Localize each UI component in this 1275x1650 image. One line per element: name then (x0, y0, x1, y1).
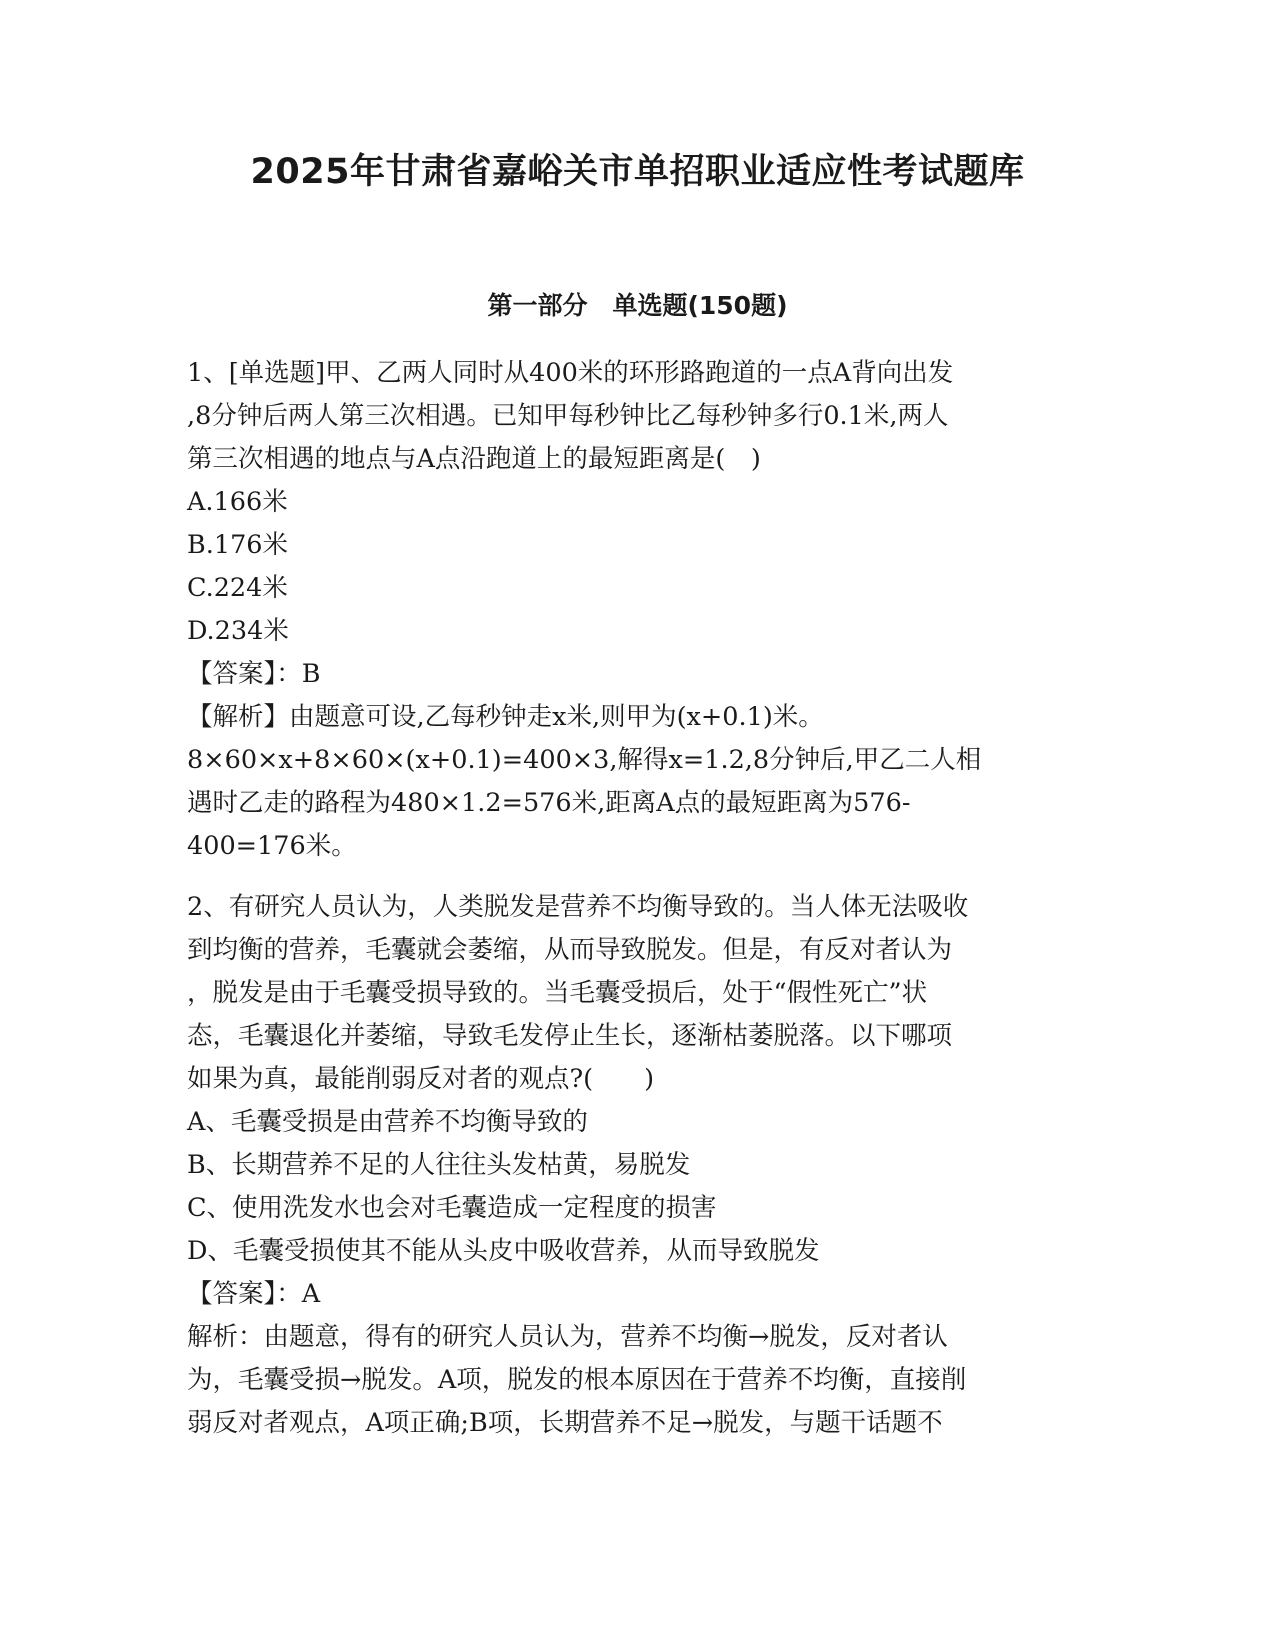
document-title: 2025年甘肃省嘉峪关市单招职业适应性考试题库 (250, 152, 1025, 192)
option-c: C、使用洗发水也会对毛囊造成一定程度的损害 (187, 1193, 717, 1223)
section-heading: 第一部分 单选题(150题) (487, 291, 788, 320)
option-b: B、长期营养不足的人往往头发枯黄，易脱发 (187, 1150, 691, 1180)
analysis-line: 为，毛囊受损→脱发。A项，脱发的根本原因在于营养不均衡，直接削 (187, 1365, 967, 1395)
question-stem-line: 态，毛囊退化并萎缩，导致毛发停止生长，逐渐枯萎脱落。以下哪项 (187, 1021, 953, 1051)
question-stem-line: 2、有研究人员认为，人类脱发是营养不均衡导致的。当人体无法吸收 (187, 892, 969, 922)
question-stem-line: ,8分钟后两人第三次相遇。已知甲每秒钟比乙每秒钟多行0.1米,两人 (187, 401, 949, 431)
option-a: A、毛囊受损是由营养不均衡导致的 (187, 1107, 588, 1137)
answer-line: 【答案】：B (187, 659, 321, 689)
option-d: D.234米 (187, 616, 289, 646)
question-stem-line: 到均衡的营养，毛囊就会萎缩，从而导致脱发。但是，有反对者认为 (187, 935, 953, 965)
analysis-line: 【解析】由题意可设,乙每秒钟走x米,则甲为(x+0.1)米。 (187, 702, 824, 732)
question-1 (187, 352, 1087, 868)
option-b: B.176米 (187, 530, 289, 560)
option-d: D、毛囊受损使其不能从头皮中吸收营养，从而导致脱发 (187, 1236, 820, 1266)
analysis-line: 遇时乙走的路程为480×1.2=576米,距离A点的最短距离为576- (187, 788, 911, 818)
question-spacer (187, 868, 1087, 886)
option-a: A.166米 (187, 487, 288, 517)
question-stem-line: 如果为真，最能削弱反对者的观点?( ) (187, 1064, 655, 1094)
analysis-line: 解析：由题意，得有的研究人员认为，营养不均衡→脱发，反对者认 (187, 1322, 948, 1352)
question-stem-line: ，脱发是由于毛囊受损导致的。当毛囊受损后，处于“假性死亡”状 (187, 978, 928, 1008)
option-c: C.224米 (187, 573, 288, 603)
analysis-line: 400=176米。 (187, 831, 357, 861)
question-stem-line: 第三次相遇的地点与A点沿跑道上的最短距离是( ) (187, 444, 761, 474)
answer-line: 【答案】：A (187, 1279, 321, 1309)
question-2 (187, 886, 1087, 1445)
analysis-line: 8×60×x+8×60×(x+0.1)=400×3,解得x=1.2,8分钟后,甲乙二人相 (187, 745, 982, 775)
analysis-line: 弱反对者观点，A项正确;B项，长期营养不足→脱发，与题干话题不 (187, 1408, 943, 1438)
question-list (187, 352, 1087, 1445)
question-stem-line: 1、[单选题]甲、乙两人同时从400米的环形路跑道的一点A背向出发 (187, 358, 954, 388)
